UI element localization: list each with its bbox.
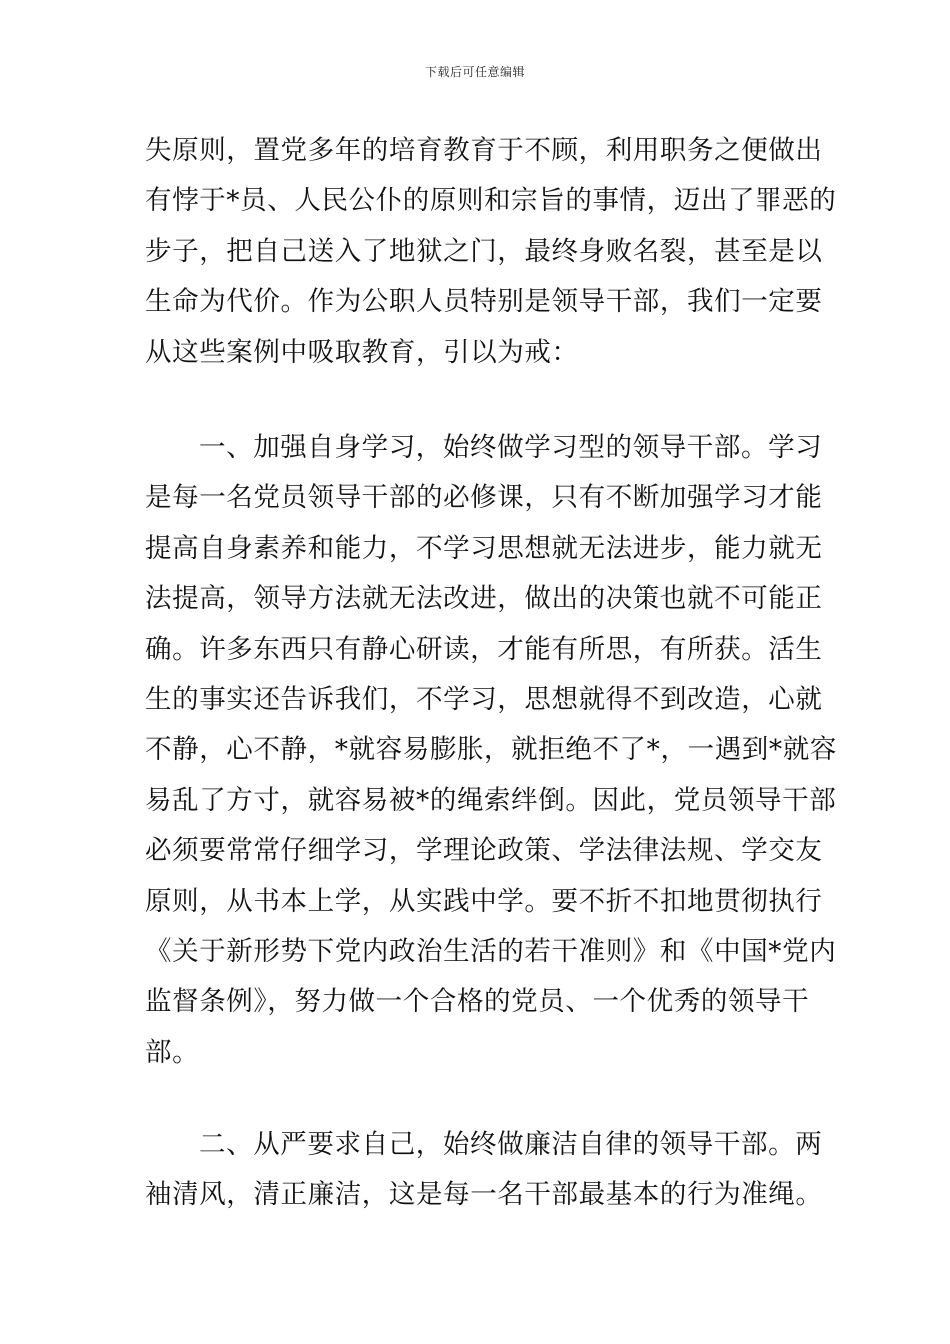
paragraph-line: 袖清风，清正廉洁，这是每一名干部最基本的行为准绳。 (145, 1179, 823, 1211)
paragraph-line: 法提高，领导方法就无法改进，做出的决策也就不可能正 (145, 583, 823, 615)
paragraph-line: 不静，心不静，*就容易膨胀，就拒绝不了*，一遇到*就容 (145, 734, 837, 766)
paragraph-line: 从这些案例中吸取教育，引以为戒： (145, 336, 579, 368)
paragraph-1 (145, 126, 837, 378)
paragraph-line: 必须要常常仔细学习，学理论政策、学法律法规、学交友 (145, 835, 823, 867)
paragraph-line: 二、从严要求自己，始终做廉洁自律的领导干部。两 (199, 1129, 823, 1160)
paragraph-line: 一、加强自身学习，始终做学习型的领导干部。学习 (199, 432, 823, 463)
paragraph-line: 确。许多东西只有静心研读，才能有所思，有所获。活生 (145, 633, 823, 665)
paragraph-line: 是每一名党员领导干部的必修课，只有不断加强学习才能 (145, 482, 823, 514)
paragraph-line: 部。 (145, 1036, 200, 1068)
paragraph-line: 易乱了方寸，就容易被*的绳索绊倒。因此，党员领导干部 (145, 784, 837, 816)
paragraph-2 (145, 423, 837, 1078)
paragraph-line: 监督条例》，努力做一个合格的党员、一个优秀的领导干 (145, 986, 810, 1018)
paragraph-line: 有悖于*员、人民公仆的原则和宗旨的事情，迈出了罪恶的 (145, 185, 837, 217)
paragraph-line: 生的事实还告诉我们，不学习，思想就得不到改造，心就 (145, 683, 823, 715)
page-header: 下载后可任意编辑 (424, 65, 525, 79)
paragraph-line: 《关于新形势下党内政治生活的若干准则》和《中国*党内 (145, 935, 837, 967)
paragraph-line: 原则，从书本上学，从实践中学。要不折不扣地贯彻执行 (145, 885, 823, 917)
paragraph-3 (145, 1120, 823, 1221)
paragraph-line: 提高自身素养和能力，不学习思想就无法进步，能力就无 (145, 532, 823, 564)
paragraph-line: 步子，把自己送入了地狱之门，最终身败名裂，甚至是以 (145, 235, 823, 267)
paragraph-line: 失原则，置党多年的培育教育于不顾，利用职务之便做出 (145, 135, 823, 166)
paragraph-line: 生命为代价。作为公职人员特别是领导干部，我们一定要 (145, 286, 823, 318)
